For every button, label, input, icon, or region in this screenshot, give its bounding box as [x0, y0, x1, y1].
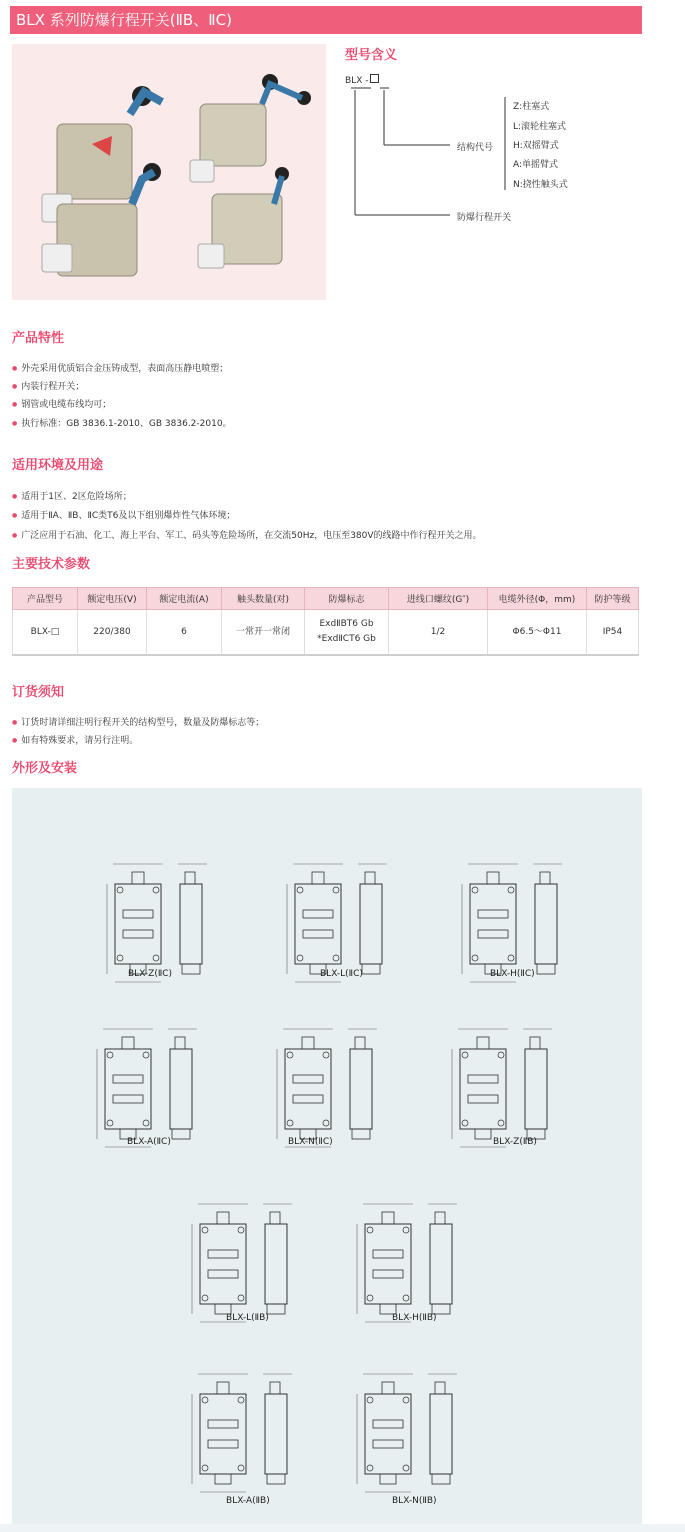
params-table: [12, 587, 639, 656]
feature-item: ● 钢管或电缆布线均可；: [12, 397, 111, 410]
footer-strip: [0, 1524, 685, 1532]
drawing-blx-h-iib: [357, 1204, 457, 1322]
mark-line-2: *ExdⅡCT6 Gb: [317, 634, 376, 644]
caption-blx-l-iib: BLX-L(ⅡB): [226, 1313, 269, 1323]
feature-item: ● 执行标准：GB 3836.1-2010、GB 3836.2-2010。: [12, 416, 232, 429]
model-code: BLX -: [345, 74, 379, 86]
drawing-blx-l-iib: [192, 1204, 292, 1322]
feature-item: ● 内装行程开关；: [12, 379, 84, 392]
caption-blx-h-iib: BLX-H(ⅡB): [392, 1313, 437, 1323]
option-z: Z:柱塞式: [513, 102, 550, 112]
cell-contacts: 一常开一常闭: [222, 610, 305, 656]
option-a: A:单摇臂式: [513, 160, 559, 170]
caption-blx-a-iib: BLX-A(ⅡB): [226, 1496, 270, 1506]
params-heading: 主要技术参数: [12, 557, 91, 572]
install-heading: 外形及安装: [12, 761, 78, 776]
features-heading: 产品特性: [12, 331, 65, 346]
col-current: 额定电流(A): [147, 588, 222, 610]
ordering-heading: 订货须知: [12, 685, 65, 700]
cell-current: 6: [147, 610, 222, 656]
product-photo-illustration: [12, 44, 326, 300]
col-mark: 防爆标志: [305, 588, 389, 610]
cell-cable: Φ6.5～Φ11: [488, 610, 587, 656]
drawing-blx-a-iic: [97, 1029, 197, 1147]
drawing-blx-z-iic: [107, 864, 207, 982]
option-l: L:滚轮柱塞式: [513, 122, 567, 132]
cell-model: BLX-□: [13, 610, 78, 656]
col-voltage: 额定电压(V): [78, 588, 147, 610]
table-row: [13, 610, 639, 656]
caption-blx-l-iic: BLX-L(ⅡC): [320, 969, 363, 979]
usage-heading: 适用环境及用途: [12, 458, 104, 473]
model-meaning-lines: [340, 80, 520, 230]
mark-line-1: ExdⅡBT6 Gb: [319, 619, 374, 629]
option-n: N:挠性触头式: [513, 180, 568, 190]
cell-thread: 1/2: [389, 610, 488, 656]
caption-blx-z-iib: BLX-Z(ⅡB): [493, 1137, 537, 1147]
col-contacts: 触头数量(对): [222, 588, 305, 610]
option-h: H:双摇臂式: [513, 141, 559, 151]
cell-mark: [305, 610, 389, 656]
drawing-blx-n-iib: [357, 1374, 457, 1492]
cell-voltage: 220/380: [78, 610, 147, 656]
drawing-blx-l-iic: [287, 864, 387, 982]
drawing-blx-a-iib: [192, 1374, 292, 1492]
col-model: 产品型号: [13, 588, 78, 610]
caption-blx-a-iic: BLX-A(ⅡC): [127, 1137, 171, 1147]
col-cable: 电缆外径(Φ，mm): [488, 588, 587, 610]
usage-item: ● 广泛应用于石油、化工、海上平台、军工、码头等危险场所，在交流50Hz，电压至380V的线路中作行程开关之用。: [12, 528, 482, 541]
usage-item: ● 适用于ⅡA、ⅡB、ⅡC类T6及以下组别爆炸性气体环境；: [12, 508, 235, 521]
page-title: BLX 系列防爆行程开关(ⅡB、ⅡC): [10, 6, 642, 34]
caption-blx-h-iic: BLX-H(ⅡC): [490, 969, 535, 979]
caption-blx-n-iic: BLX-N(ⅡC): [288, 1137, 333, 1147]
dimension-drawings: [0, 780, 685, 1524]
ordering-item: ● 如有特殊要求，请另行注明。: [12, 733, 138, 746]
product-photo: [12, 44, 326, 300]
caption-blx-z-iic: BLX-Z(ⅡC): [128, 969, 173, 979]
cell-protection: IP54: [587, 610, 639, 656]
table-header-row: [13, 588, 639, 610]
caption-blx-n-iib: BLX-N(ⅡB): [392, 1496, 437, 1506]
usage-item: ● 适用于1区、2区危险场所；: [12, 489, 132, 502]
col-protection: 防护等级: [587, 588, 639, 610]
drawing-blx-n-iic: [277, 1029, 377, 1147]
product-label: 防爆行程开关: [457, 213, 512, 223]
structure-code-label: 结构代号: [457, 143, 494, 153]
col-thread: 进线口螺纹(G″): [389, 588, 488, 610]
model-meaning-heading: 型号含义: [345, 48, 398, 63]
drawing-blx-h-iic: [462, 864, 562, 982]
ordering-item: ● 订货时请详细注明行程开关的结构型号，数量及防爆标志等；: [12, 715, 264, 728]
drawing-blx-z-iib: [452, 1029, 552, 1147]
feature-item: ● 外壳采用优质铝合金压铸成型，表面高压静电喷塑；: [12, 361, 228, 374]
